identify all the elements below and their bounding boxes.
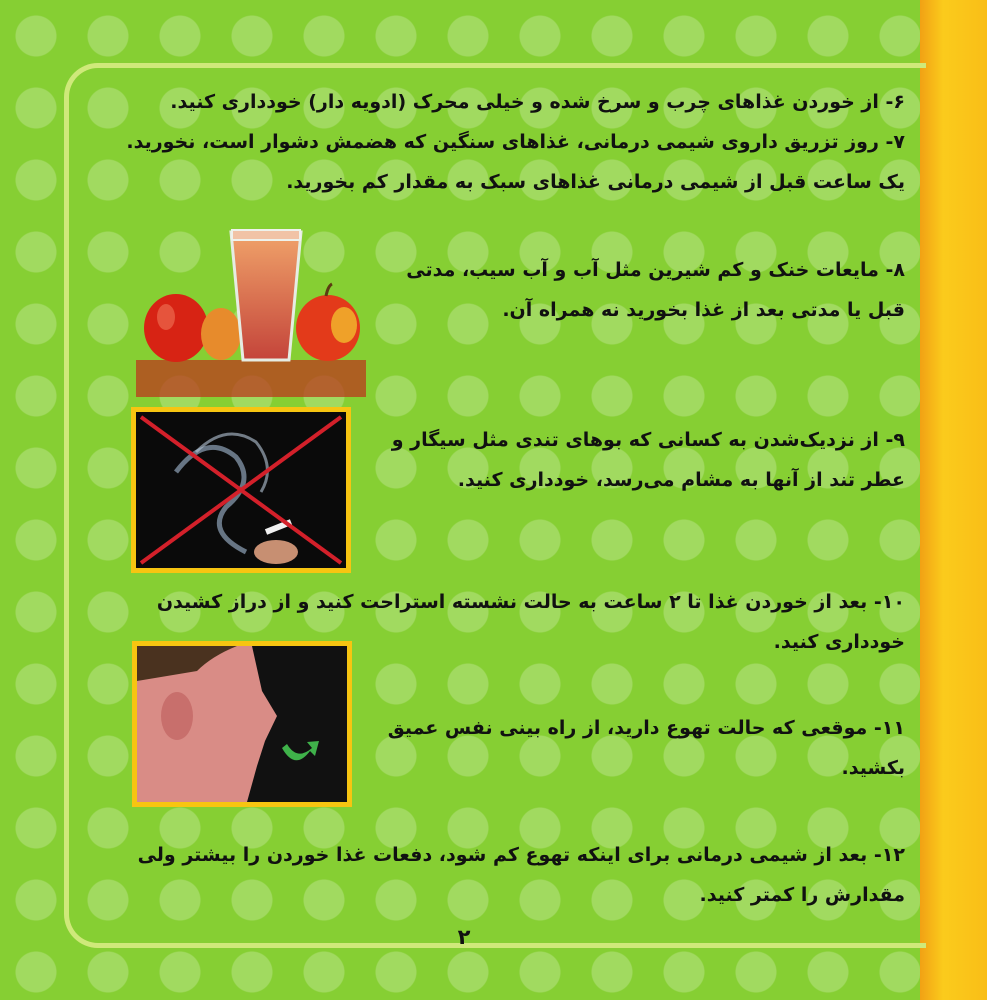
item-7-text: ۷- روز تزریق داروی شیمی درمانی، غذاهای سنگین که هضمش دشوار است، نخورید. یک ساعت قبل از شیمی درمانی غذاهای سبک به مقدار کم بخورید. (126, 131, 905, 193)
item-10-text: ۱۰- بعد از خوردن غذا تا ۲ ساعت به حالت نشسته استراحت کنید و از دراز کشیدن خودداری کنید. (156, 591, 905, 653)
item-8-text: ۸- مایعات خنک و کم شیرین مثل آب و آب سیب، مدتی قبل یا مدتی بعد از غذا بخورید نه همراه آن. (406, 259, 905, 321)
item-6-text: ۶- از خوردن غذاهای چرب و سرخ شده و خیلی محرک (ادویه دار) خودداری کنید. (170, 91, 905, 113)
green-arrow-icon (282, 741, 319, 760)
item-12-text: ۱۲- بعد از شیمی درمانی برای اینکه تهوع کم شود، دفعات غذا خوردن را بیشتر ولی مقدارش را کمتر کنید. (137, 844, 905, 906)
juice-and-apples-image (136, 222, 366, 397)
nose-breathing-image (132, 641, 352, 807)
side-strip (920, 0, 987, 1000)
item-9-text: ۹- از نزدیک‌شدن به کسانی که بوهای تندی مثل سیگار و عطر تند از آنها به مشام می‌رسد، خودداری کنید. (391, 429, 905, 491)
crossed-cigarette-smoke-image (131, 407, 351, 573)
page-number: ۲ (457, 925, 471, 949)
item-11-text: ۱۱- موقعی که حالت تهوع دارید، از راه بینی نفس عمیق بکشید. (387, 717, 905, 779)
